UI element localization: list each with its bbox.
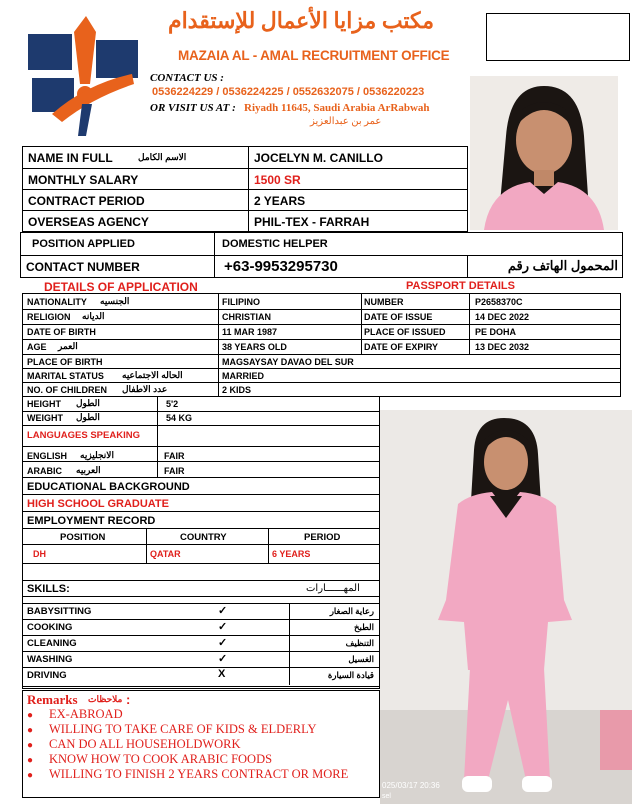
skill-label-ar: الطبخ (354, 622, 374, 632)
age-label-ar: العمر (58, 341, 78, 351)
passport-number-value: P2658370C (475, 297, 523, 307)
passport-heading: PASSPORT DETAILS (406, 280, 515, 292)
arabic-office-title: مكتب مزايا الأعمال للإستقدام (167, 8, 434, 33)
children-value: 2 KIDS (222, 385, 252, 395)
top-right-box (486, 13, 630, 61)
salary-value: 1500 SR (254, 173, 301, 187)
english-value: FAIR (164, 451, 185, 461)
pob-label: PLACE OF BIRTH (27, 357, 103, 367)
arabic-value: FAIR (164, 466, 185, 476)
weight-label-ar: الطول (76, 412, 100, 422)
height-label: HEIGHT (27, 399, 62, 409)
bullet-icon: ● (27, 710, 34, 721)
nationality-value: FILIPINO (222, 297, 260, 307)
bullet-icon: ● (27, 725, 34, 736)
row-period: 6 YEARS (272, 549, 311, 559)
skill-label: DRIVING (27, 670, 67, 681)
marital-label-ar: الحاله الاجتماعيه (122, 370, 183, 380)
col-country: COUNTRY (180, 532, 227, 543)
children-label: NO. OF CHILDREN (27, 385, 107, 395)
age-label: AGE (27, 342, 47, 352)
address: Riyadh 11645, Saudi Arabia ArRabwah (244, 102, 430, 114)
skill-mark-icon: X (218, 668, 226, 680)
contract-value: 2 YEARS (254, 194, 306, 208)
marital-label: MARITAL STATUS (27, 371, 104, 381)
remark-item (27, 752, 272, 767)
remark-text: WILLING TO FINISH 2 YEARS CONTRACT OR MORE (49, 767, 349, 781)
remarks-heading-ar: ملاحظات (88, 694, 123, 704)
passport-number-label: NUMBER (364, 297, 404, 307)
marital-value: MARRIED (222, 371, 264, 381)
education-value: HIGH SCHOOL GRADUATE (27, 498, 169, 510)
expiry-label: DATE OF EXPIRY (364, 342, 439, 352)
arabic-label-ar: العربيه (76, 465, 101, 475)
languages-heading: LANGUAGES SPEAKING (27, 430, 140, 441)
nationality-label-ar: الجنسيه (100, 296, 130, 306)
details-heading: DETAILS OF APPLICATION (44, 280, 198, 294)
children-label-ar: عدد الاطفال (122, 384, 168, 394)
english-label: ENGLISH (27, 451, 68, 461)
name-label-ar: الاسم الكامل (138, 152, 187, 162)
skill-mark-icon: ✓ (218, 621, 228, 633)
contract-label: CONTRACT PERIOD (28, 194, 145, 208)
remark-item (27, 722, 317, 737)
remark-text: EX-ABROAD (49, 707, 123, 721)
skill-label: COOKING (27, 622, 73, 633)
remark-text: KNOW HOW TO COOK ARABIC FOODS (49, 752, 273, 766)
photo-timestamp: 025/03/17 20:36 (382, 781, 440, 790)
logo-mark-icon (22, 14, 148, 138)
dob-value: 11 MAR 1987 (222, 327, 278, 337)
skills-list (22, 604, 380, 684)
col-period: PERIOD (304, 532, 341, 543)
employment-heading: EMPLOYMENT RECORD (27, 515, 156, 527)
row-position: DH (33, 549, 46, 559)
salary-label: MONTHLY SALARY (28, 173, 139, 187)
photo-tag: sel (382, 793, 391, 800)
weight-label: WEIGHT (27, 413, 63, 423)
remark-text: WILLING TO TAKE CARE OF KIDS & ELDERLY (49, 722, 317, 736)
fullbody-photo (380, 410, 632, 804)
expiry-value: 13 DEC 2032 (475, 342, 530, 352)
portrait-photo (470, 76, 618, 230)
skills-heading: SKILLS: (27, 583, 70, 595)
height-value: 5'2 (166, 399, 179, 409)
logo (22, 14, 148, 138)
issue-place-label: PLACE OF ISSUED (364, 327, 446, 337)
remark-item (27, 707, 123, 722)
religion-label-ar: الديانه (82, 311, 105, 321)
visit-label: OR VISIT US AT : (150, 102, 236, 114)
skill-mark-icon: ✓ (218, 653, 228, 665)
name-label: NAME IN FULL (28, 151, 113, 165)
remark-item (27, 767, 348, 782)
dob-label: DATE OF BIRTH (27, 327, 96, 337)
remarks-heading: Remarks (27, 692, 78, 707)
children-row (22, 382, 621, 397)
height-label-ar: الطول (76, 398, 100, 408)
contact-number-label-ar: المحمول الهاتف رقم (507, 258, 618, 273)
contact-label: CONTACT US : (150, 72, 224, 84)
remarks-colon: : (126, 692, 131, 707)
bullet-icon: ● (27, 755, 34, 766)
skill-label-ar: قيادة السيارة (327, 670, 374, 680)
skill-label-ar: الغسيل (348, 654, 374, 664)
pob-value: MAGSAYSAY DAVAO DEL SUR (222, 357, 354, 367)
skills-heading-ar: المهــــــارات (306, 583, 360, 594)
arabic-label: ARABIC (27, 466, 62, 476)
row-country: QATAR (150, 549, 181, 559)
religion-value: CHRISTIAN (222, 312, 271, 322)
office-title: MAZAIA AL - AMAL RECRUITMENT OFFICE (178, 48, 450, 63)
skill-mark-icon: ✓ (218, 637, 228, 649)
issue-date-label: DATE OF ISSUE (364, 312, 433, 322)
english-label-ar: الانجليزيه (80, 450, 114, 460)
agency-label: OVERSEAS AGENCY (28, 215, 149, 229)
phone-numbers: 0536224229 / 0536224225 / 0552632075 / 0536220223 (152, 86, 425, 98)
address-arabic: عمر بن عبدالعزيز (310, 116, 382, 127)
skill-label-ar: التنظيف (345, 638, 374, 648)
skill-label: WASHING (27, 654, 73, 665)
contact-number-value: +63-9953295730 (224, 258, 338, 275)
weight-value: 54 KG (166, 413, 193, 423)
bullet-icon: ● (27, 770, 34, 781)
position-label: POSITION APPLIED (32, 238, 135, 250)
age-value: 38 YEARS OLD (222, 342, 287, 352)
nationality-label: NATIONALITY (27, 297, 87, 307)
bullet-icon: ● (27, 740, 34, 751)
skill-label-ar: رعاية الصغار (329, 606, 374, 616)
name-value: JOCELYN M. CANILLO (254, 151, 383, 165)
skill-label: BABYSITTING (27, 606, 92, 617)
agency-value: PHIL-TEX - FARRAH (254, 215, 370, 229)
col-position: POSITION (60, 532, 106, 543)
issue-place-value: PE DOHA (475, 327, 517, 337)
education-heading: EDUCATIONAL BACKGROUND (27, 481, 190, 493)
position-value: DOMESTIC HELPER (222, 238, 328, 250)
skill-label: CLEANING (27, 638, 77, 649)
issue-date-value: 14 DEC 2022 (475, 312, 530, 322)
religion-label: RELIGION (27, 312, 71, 322)
remark-text: CAN DO ALL HOUSEHOLDWORK (49, 737, 241, 751)
remark-item (27, 737, 241, 752)
contact-number-label: CONTACT NUMBER (26, 260, 140, 274)
skill-mark-icon: ✓ (218, 605, 228, 617)
